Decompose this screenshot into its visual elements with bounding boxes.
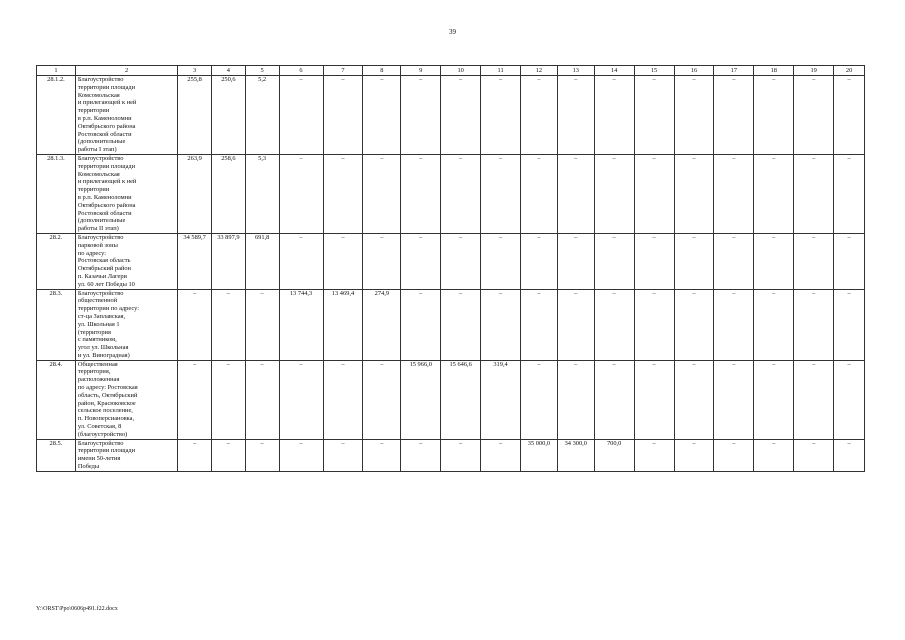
value-cell: – <box>634 360 674 439</box>
value-cell: 5,2 <box>245 76 279 155</box>
value-cell: – <box>754 154 794 233</box>
value-cell: – <box>279 360 323 439</box>
column-header: 15 <box>634 66 674 76</box>
value-cell: – <box>634 289 674 360</box>
value-cell: – <box>557 360 594 439</box>
column-header: 14 <box>594 66 634 76</box>
data-table <box>36 65 865 472</box>
value-cell: – <box>834 439 865 471</box>
value-cell: – <box>834 360 865 439</box>
row-description: Благоустройство территории площади Комсомольская и прилегающей к ней территории в р.п. Каменоломни Октябрьского района Ростовской области (дополнительные работы I этап) <box>75 76 177 155</box>
value-cell: – <box>557 233 594 289</box>
value-cell: 15 966,0 <box>401 360 441 439</box>
column-header: 7 <box>323 66 363 76</box>
value-cell: – <box>754 360 794 439</box>
value-cell: 33 897,9 <box>212 233 246 289</box>
value-cell: – <box>557 154 594 233</box>
value-cell: 258,6 <box>212 154 246 233</box>
column-header: 13 <box>557 66 594 76</box>
value-cell: – <box>363 154 401 233</box>
value-cell: – <box>834 76 865 155</box>
column-header: 12 <box>521 66 558 76</box>
column-header: 16 <box>674 66 714 76</box>
value-cell: – <box>714 289 754 360</box>
value-cell: – <box>323 76 363 155</box>
value-cell: – <box>594 233 634 289</box>
value-cell: – <box>794 360 834 439</box>
value-cell: – <box>363 439 401 471</box>
value-cell: – <box>245 289 279 360</box>
value-cell: – <box>634 233 674 289</box>
value-cell: – <box>441 154 481 233</box>
row-number: 28.1.3. <box>37 154 76 233</box>
value-cell: – <box>634 154 674 233</box>
value-cell: – <box>441 76 481 155</box>
row-number: 28.2. <box>37 233 76 289</box>
value-cell: 263,9 <box>178 154 212 233</box>
value-cell: – <box>401 76 441 155</box>
value-cell: – <box>634 439 674 471</box>
value-cell: – <box>794 233 834 289</box>
table-row <box>37 76 865 155</box>
value-cell: – <box>178 360 212 439</box>
value-cell: – <box>834 233 865 289</box>
table-row <box>37 233 865 289</box>
value-cell: – <box>521 154 558 233</box>
value-cell: – <box>714 154 754 233</box>
column-header: 20 <box>834 66 865 76</box>
row-description: Общественная территория, расположенная по адресу: Ростовская область, Октябрьский район, Красюковское сельское поселение, п. Новоперсиановка, ул. Советская, 8 (благоустройство) <box>75 360 177 439</box>
value-cell: – <box>279 439 323 471</box>
value-cell: 13 744,3 <box>279 289 323 360</box>
value-cell: 35 000,0 <box>521 439 558 471</box>
value-cell: – <box>594 76 634 155</box>
value-cell: – <box>178 289 212 360</box>
value-cell: – <box>481 289 521 360</box>
value-cell: – <box>714 360 754 439</box>
value-cell: – <box>794 439 834 471</box>
value-cell: – <box>212 360 246 439</box>
value-cell: – <box>481 76 521 155</box>
header-row <box>37 66 865 76</box>
column-header: 17 <box>714 66 754 76</box>
value-cell: – <box>521 76 558 155</box>
value-cell: – <box>521 289 558 360</box>
value-cell: – <box>594 360 634 439</box>
value-cell: – <box>594 289 634 360</box>
row-number: 28.5. <box>37 439 76 471</box>
value-cell: – <box>323 439 363 471</box>
value-cell: – <box>557 289 594 360</box>
value-cell: – <box>594 154 634 233</box>
value-cell: – <box>401 439 441 471</box>
value-cell: – <box>481 233 521 289</box>
value-cell: – <box>212 439 246 471</box>
value-cell: – <box>245 360 279 439</box>
value-cell: – <box>279 233 323 289</box>
value-cell: – <box>714 233 754 289</box>
value-cell: – <box>323 233 363 289</box>
value-cell: 15 646,6 <box>441 360 481 439</box>
value-cell: – <box>634 76 674 155</box>
value-cell: – <box>441 289 481 360</box>
value-cell: – <box>674 233 714 289</box>
row-description: Благоустройство парковой зоны по адресу: Ростовская область Октябрьский район п. Казачьи Лагери ул. 60 лет Победы 10 <box>75 233 177 289</box>
value-cell: 13 469,4 <box>323 289 363 360</box>
row-number: 28.1.2. <box>37 76 76 155</box>
value-cell: – <box>557 76 594 155</box>
value-cell: – <box>754 289 794 360</box>
value-cell: – <box>363 76 401 155</box>
value-cell: – <box>401 289 441 360</box>
value-cell: 34 589,7 <box>178 233 212 289</box>
value-cell: – <box>323 154 363 233</box>
column-header: 4 <box>212 66 246 76</box>
column-header: 1 <box>37 66 76 76</box>
column-header: 19 <box>794 66 834 76</box>
value-cell: – <box>834 289 865 360</box>
row-description: Благоустройство общественной территории по адресу: ст-ца Заплавская, ул. Школьная 1 (территория с памятником, угол ул. Школьная и ул. Виноградная) <box>75 289 177 360</box>
value-cell: – <box>441 439 481 471</box>
column-header: 9 <box>401 66 441 76</box>
value-cell: – <box>363 233 401 289</box>
table-row <box>37 289 865 360</box>
column-header: 2 <box>75 66 177 76</box>
column-header: 6 <box>279 66 323 76</box>
value-cell: – <box>481 439 521 471</box>
value-cell: 34 300,0 <box>557 439 594 471</box>
table-row <box>37 360 865 439</box>
value-cell: 250,6 <box>212 76 246 155</box>
row-number: 28.3. <box>37 289 76 360</box>
value-cell: – <box>794 154 834 233</box>
value-cell: – <box>178 439 212 471</box>
column-header: 11 <box>481 66 521 76</box>
value-cell: – <box>674 154 714 233</box>
value-cell: 700,0 <box>594 439 634 471</box>
value-cell: – <box>674 439 714 471</box>
row-number: 28.4. <box>37 360 76 439</box>
value-cell: – <box>834 154 865 233</box>
row-description: Благоустройство территории площади имени 50-летия Победы <box>75 439 177 471</box>
value-cell: 255,8 <box>178 76 212 155</box>
value-cell: – <box>674 289 714 360</box>
value-cell: – <box>754 439 794 471</box>
value-cell: – <box>521 233 558 289</box>
column-header: 3 <box>178 66 212 76</box>
value-cell: – <box>754 76 794 155</box>
value-cell: – <box>674 360 714 439</box>
value-cell: – <box>441 233 481 289</box>
column-header: 10 <box>441 66 481 76</box>
value-cell: – <box>401 154 441 233</box>
file-path-footer: Y:\ORST\Ppo\0606p491.f22.docx <box>36 606 118 612</box>
value-cell: – <box>323 360 363 439</box>
page-number: 39 <box>449 28 456 36</box>
table-row <box>37 154 865 233</box>
value-cell: – <box>521 360 558 439</box>
value-cell: – <box>674 76 714 155</box>
value-cell: – <box>714 439 754 471</box>
column-header: 8 <box>363 66 401 76</box>
column-header: 18 <box>754 66 794 76</box>
value-cell: 691,8 <box>245 233 279 289</box>
column-header: 5 <box>245 66 279 76</box>
value-cell: – <box>279 76 323 155</box>
row-description: Благоустройство территории площади Комсомольская и прилегающей к ней территории в р.п. Каменоломни Октябрьского района Ростовской области (дополнительные работы II этап) <box>75 154 177 233</box>
value-cell: – <box>794 76 834 155</box>
value-cell: – <box>481 154 521 233</box>
value-cell: – <box>212 289 246 360</box>
table-row <box>37 439 865 471</box>
value-cell: – <box>401 233 441 289</box>
value-cell: 5,3 <box>245 154 279 233</box>
value-cell: – <box>245 439 279 471</box>
value-cell: – <box>714 76 754 155</box>
value-cell: – <box>363 360 401 439</box>
value-cell: 319,4 <box>481 360 521 439</box>
value-cell: – <box>794 289 834 360</box>
table-body <box>37 76 865 472</box>
value-cell: – <box>279 154 323 233</box>
value-cell: 274,9 <box>363 289 401 360</box>
value-cell: – <box>754 233 794 289</box>
